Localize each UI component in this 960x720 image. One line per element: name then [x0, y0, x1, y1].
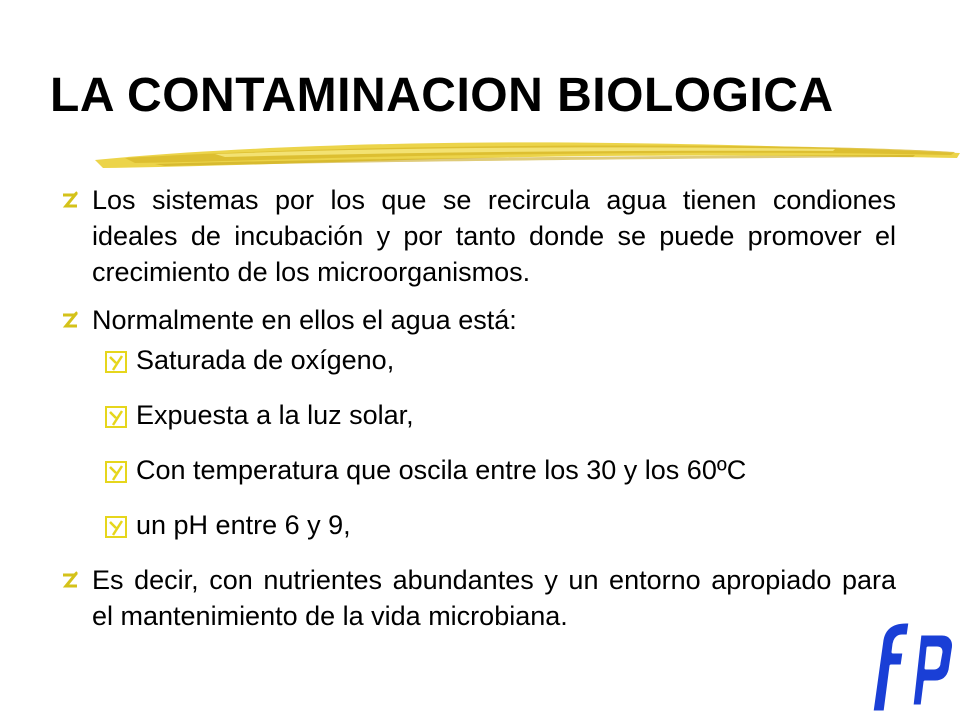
- sub-bullet-sunlight: [105, 397, 896, 433]
- bullet-item-normal-conditions: [60, 302, 896, 338]
- brush-stroke-divider: [95, 134, 960, 176]
- bullet-list: [60, 182, 896, 646]
- sub-bullet-oxygen: [105, 342, 896, 378]
- z-check-bullet-icon: [60, 562, 84, 598]
- bullet-item-conclusion: [60, 562, 896, 634]
- z-check-bullet-icon: [60, 182, 84, 218]
- y-box-bullet-icon: [105, 342, 129, 378]
- bullet-text: Con temperatura que oscila entre los 30 y los 60ºC: [136, 455, 747, 485]
- sub-bullet-ph: [105, 507, 896, 543]
- fp-logo: [858, 612, 958, 718]
- y-box-bullet-icon: [105, 397, 129, 433]
- bullet-text: Normalmente en ellos el agua está:: [92, 305, 517, 335]
- bullet-text: Saturada de oxígeno,: [136, 345, 395, 375]
- y-box-bullet-icon: [105, 507, 129, 543]
- bullet-text: Es decir, con nutrientes abundantes y un entorno apropiado para el mantenimiento de la vida microbiana.: [92, 565, 896, 631]
- slide-title: LA CONTAMINACION BIOLOGICA: [50, 69, 834, 122]
- bullet-text: Los sistemas por los que se recircula agua tienen condiones ideales de incubación y por tanto donde se puede promover el crecimiento de los microorganismos.: [92, 185, 896, 287]
- y-box-bullet-icon: [105, 452, 129, 488]
- sub-bullet-temperature: [105, 452, 896, 488]
- bullet-text: un pH entre 6 y 9,: [136, 510, 351, 540]
- z-check-bullet-icon: [60, 302, 84, 338]
- bullet-item-recirculation: [60, 182, 896, 290]
- bullet-text: Expuesta a la luz solar,: [136, 400, 414, 430]
